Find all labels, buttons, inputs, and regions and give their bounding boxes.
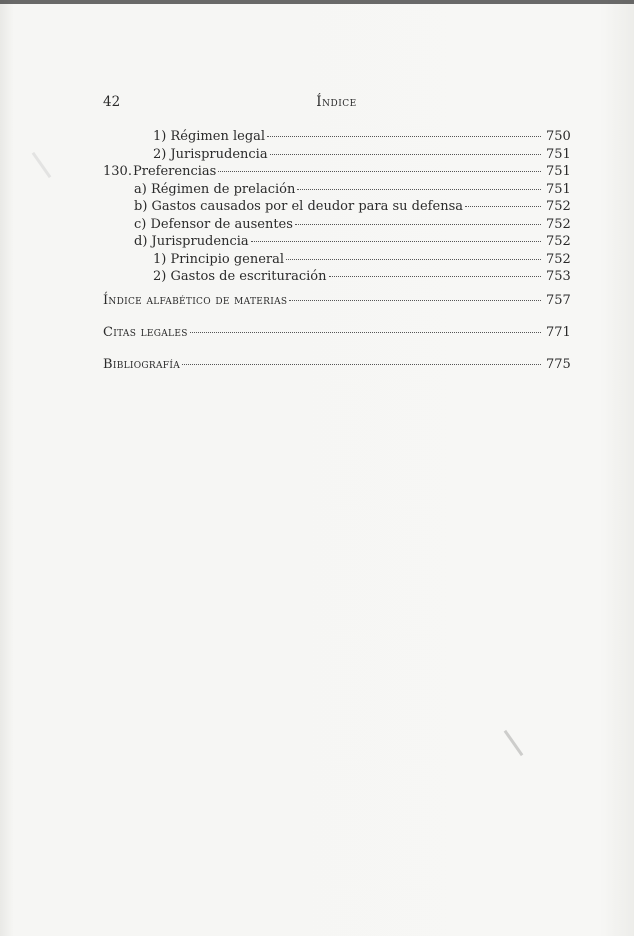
toc-entry — [103, 251, 570, 269]
entry-title: 1) Régimen legal — [153, 129, 266, 144]
dot-leader — [289, 300, 541, 301]
page-header — [103, 94, 570, 112]
dot-leader — [190, 332, 541, 333]
index-section — [103, 292, 570, 310]
entry-page: 752 — [546, 216, 571, 232]
toc-entry — [103, 216, 570, 234]
table-of-contents — [103, 128, 570, 286]
dot-leader — [465, 206, 541, 207]
backmatter-entry — [103, 292, 570, 310]
entry-title: d) Jurisprudencia — [134, 234, 249, 249]
entry-title: c) Defensor de ausentes — [134, 216, 293, 232]
entry-page: 751 — [546, 146, 571, 162]
entry-title: 2) Jurisprudencia — [153, 146, 268, 162]
dot-leader — [329, 276, 541, 277]
bibliography-section — [103, 356, 570, 374]
entry-page: 775 — [546, 357, 571, 372]
dot-leader — [267, 136, 541, 137]
entry-page: 752 — [546, 199, 571, 214]
entry-page: 750 — [546, 129, 571, 144]
running-head: Índice — [316, 94, 357, 110]
toc-entry — [103, 128, 570, 146]
entry-page: 751 — [546, 164, 571, 179]
dot-leader — [251, 241, 541, 242]
toc-entry — [103, 268, 570, 286]
entry-title: Bibliografía — [103, 357, 180, 372]
entry-title: Citas legales — [103, 325, 188, 340]
scan-smudge — [32, 152, 52, 178]
backmatter-entry — [103, 324, 570, 342]
entry-page: 751 — [546, 181, 571, 197]
toc-entry — [103, 198, 570, 216]
entry-page: 753 — [546, 269, 571, 284]
toc-entry — [103, 181, 570, 199]
entry-number: 130. — [103, 164, 132, 179]
entry-title: 1) Principio general — [153, 251, 285, 267]
entry-page: 752 — [546, 251, 571, 267]
entry-title: a) Régimen de prelación — [134, 181, 296, 197]
entry-title: 2) Gastos de escrituración — [153, 269, 327, 284]
toc-entry — [103, 163, 570, 181]
dot-leader — [297, 189, 541, 190]
entry-title: Índice alfabético de materias — [103, 293, 288, 308]
entry-page: 771 — [546, 325, 571, 340]
page-number: 42 — [103, 94, 121, 110]
dot-leader — [218, 171, 541, 172]
dot-leader — [182, 364, 541, 365]
dot-leader — [295, 224, 541, 225]
dot-leader — [270, 154, 541, 155]
toc-entry — [103, 146, 570, 164]
scan-edge — [0, 0, 634, 4]
entry-page: 757 — [546, 293, 571, 308]
entry-page: 752 — [546, 234, 571, 249]
toc-entry — [103, 233, 570, 251]
dot-leader — [286, 259, 541, 260]
backmatter-entry — [103, 356, 570, 374]
scan-smudge — [504, 730, 524, 756]
entry-title: b) Gastos causados por el deudor para su defensa — [134, 199, 463, 214]
entry-title: Preferencias — [133, 164, 217, 179]
legal-citations-section — [103, 324, 570, 342]
